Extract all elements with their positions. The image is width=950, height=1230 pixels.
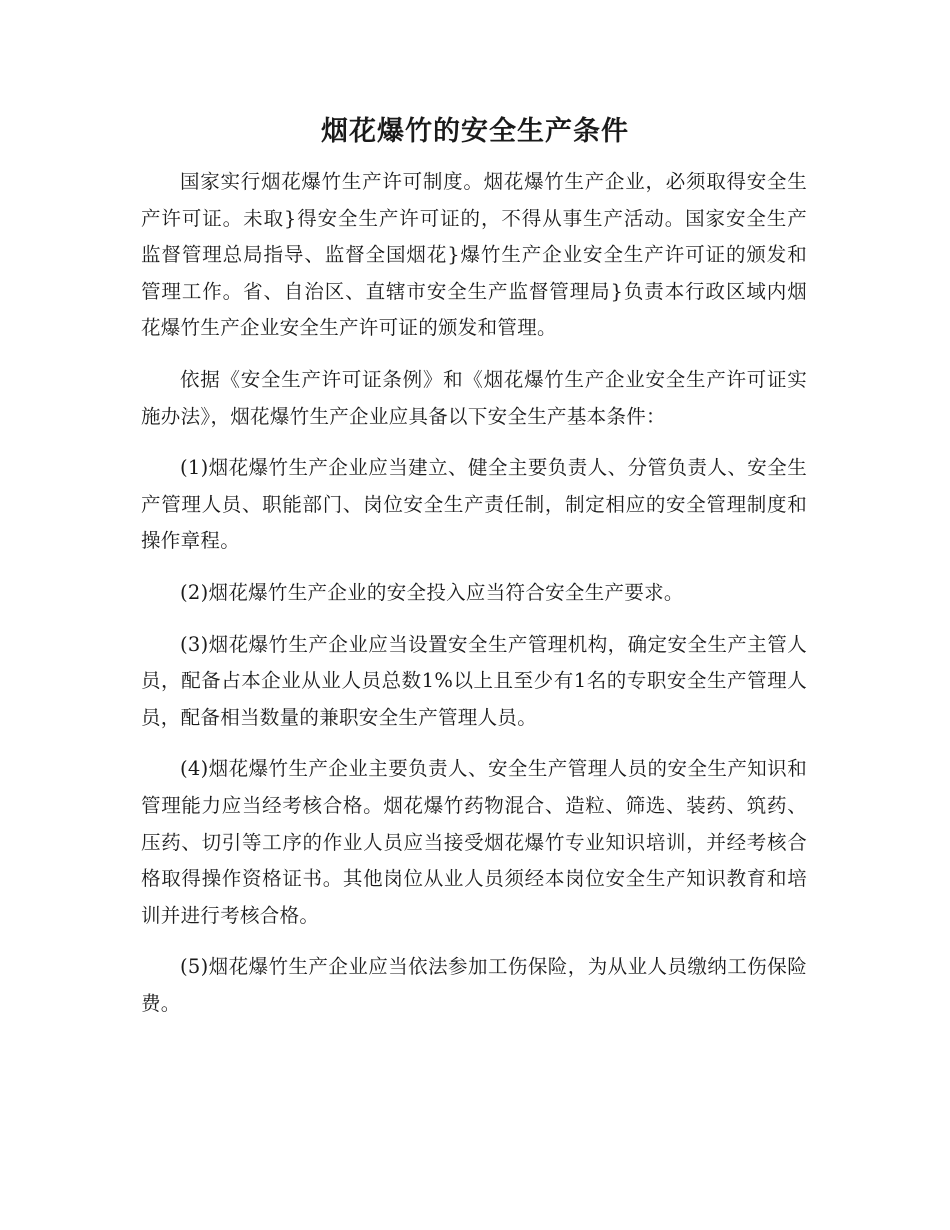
paragraph-condition-5: (5)烟花爆竹生产企业应当依法参加工伤保险，为从业人员缴纳工伤保险费。 — [141, 955, 807, 1015]
paragraph-condition-1: (1)烟花爆竹生产企业应当建立、健全主要负责人、分管负责人、安全生产管理人员、职能部门、岗位安全生产责任制，制定相应的安全管理制度和操作章程。 — [141, 456, 807, 553]
paragraph-condition-4: (4)烟花爆竹生产企业主要负责人、安全生产管理人员的安全生产知识和管理能力应当经考核合格。烟花爆竹药物混合、造粒、筛选、装药、筑药、压药、切引等工序的作业人员应当接受烟花爆竹专业知识培训，并经考核合格取得操作资格证书。其他岗位从业人员须经本岗位安全生产知识教育和培训并进行考核合格。 — [141, 757, 807, 927]
paragraph-basis: 依据《安全生产许可证条例》和《烟花爆竹生产企业安全生产许可证实施办法》，烟花爆竹生产企业应具备以下安全生产基本条件： — [141, 367, 807, 428]
paragraph-intro: 国家实行烟花爆竹生产许可制度。烟花爆竹生产企业，必须取得安全生产许可证。未取}得安全生产许可证的，不得从事生产活动。国家安全生产监督管理总局指导、监督全国烟花}爆竹生产企业安全生产许可证的颁发和管理工作。省、自治区、直辖市安全生产监督管理局}负责本行政区域内烟花爆竹生产企业安全生产许可证的颁发和管理。 — [141, 170, 807, 340]
paragraph-condition-2: (2)烟花爆竹生产企业的安全投入应当符合安全生产要求。 — [180, 580, 684, 604]
paragraph-condition-3: (3)烟花爆竹生产企业应当设置安全生产管理机构，确定安全生产主管人员，配备占本企业从业人员总数1%以上且至少有1名的专职安全生产管理人员，配备相当数量的兼职安全生产管理人员。 — [141, 632, 807, 729]
document-title: 烟花爆竹的安全生产条件 — [321, 116, 629, 147]
document-body — [141, 164, 807, 1037]
